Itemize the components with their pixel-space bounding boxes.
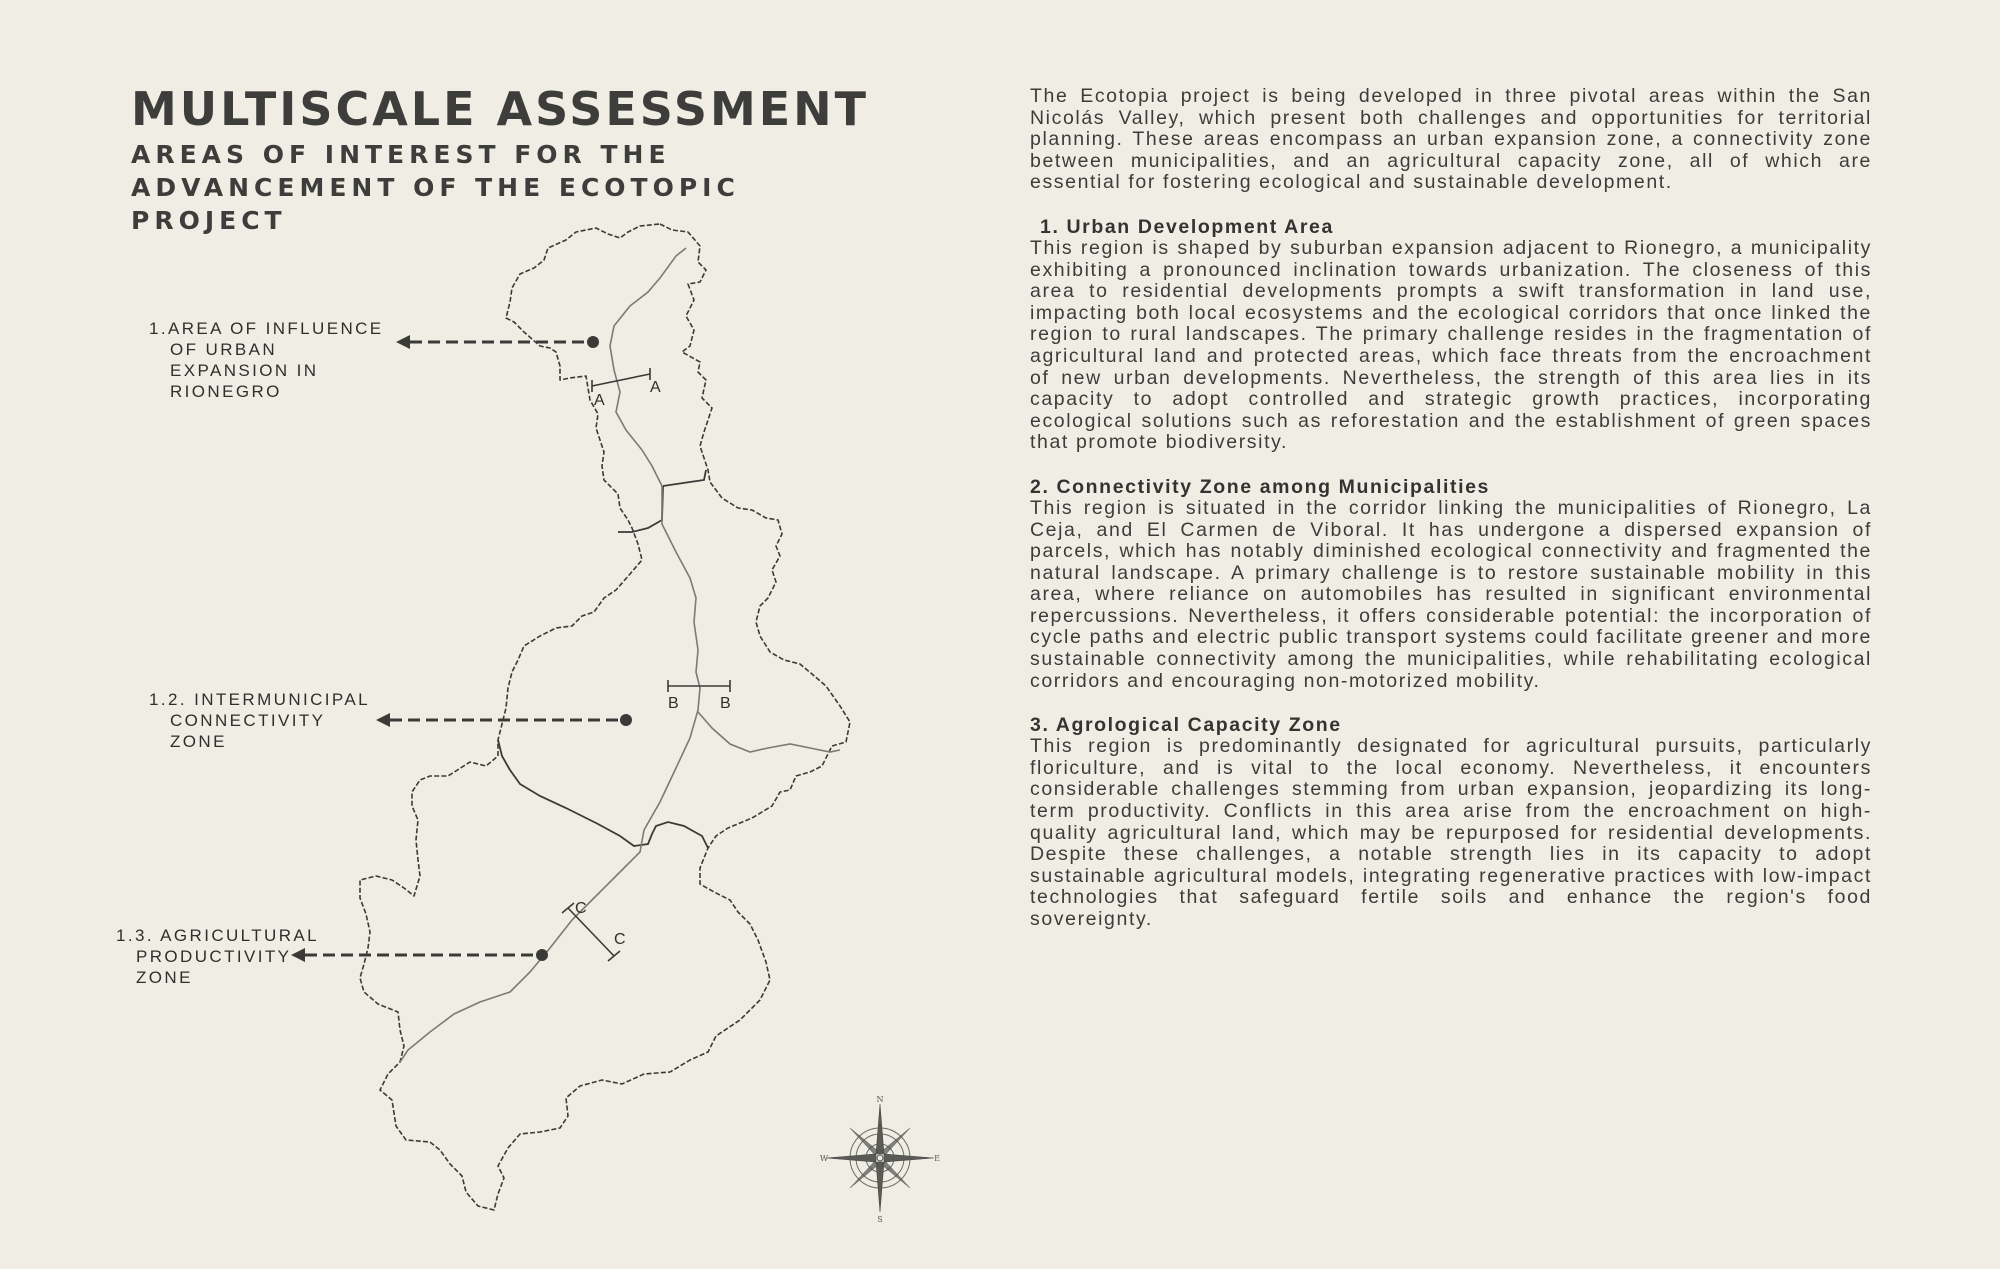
page-subtitle: AREAS OF INTEREST FOR THE ADVANCEMENT OF THE ECOTOPIC PROJECT <box>131 140 740 235</box>
arrow-dot-1 <box>587 336 599 348</box>
intro-paragraph: The Ecotopia project is being developed in three pivotal areas within the San Nicolás Valley, which present both challenges and opportunities for territorial planning. These areas encompass an urban expansion zone, a connectivity zone between municipalities, and an agricultural capacity zone, all of which are essential for fostering ecological and sustainable development. <box>1030 85 1872 194</box>
description-column <box>1030 86 1872 931</box>
section-body-urban: This region is shaped by suburban expansion adjacent to Rionegro, a municipality exhibiting a pronounced inclination towards urbanization. The closeness of this area to residential developments prompts a swift transformation in land use, impacting both local ecosystems and the ecological corridors that once linked the region to rural landscapes. The primary challenge resides in the fragmentation of agricultural land and protected areas, which face threats from the encroachment of new urban developments. Nevertheless, the strength of this area lies in its capacity to adopt controlled and strategic growth practices, incorporating ecological solutions such as reforestation and the establishment of green spaces that promote biodiversity. <box>1030 236 1872 454</box>
secondary-route <box>698 712 840 752</box>
page-title: MULTISCALE ASSESSMENT <box>131 82 870 136</box>
compass-rose-icon <box>820 1095 950 1225</box>
label-urban-expansion: 1.AREA OF INFLUENCE OF URBAN EXPANSION IN RIONEGRO <box>149 319 384 401</box>
arrow-dot-2 <box>620 714 632 726</box>
label-intermunicipal-connectivity: 1.2. INTERMUNICIPAL CONNECTIVITY ZONE <box>149 690 371 751</box>
section-heading-agrological: 3. Agrological Capacity Zone <box>1030 714 1342 737</box>
zone-divider-1 <box>663 470 706 486</box>
arrow-head-2 <box>376 713 390 727</box>
compass-e: E <box>934 1154 940 1163</box>
section-heading-connectivity: 2. Connectivity Zone among Municipalities <box>1030 475 1490 498</box>
region-boundary <box>360 224 850 1210</box>
section-body-agrological: This region is predominantly designated for agricultural pursuits, particularly floriculture, and is vital to the local economy. Nevertheless, it encounters considerable challenges stemming from urban expansion, jeopardizing its long-term productivity. Conflicts in this area arise from the encroachment on high-quality agricultural land, which may be repurposed for residential developments. Despite these challenges, a notable strength lies in its capacity to adopt sustainable agricultural models, integrating regenerative practices with low-impact technologies that safeguard fertile soils and enhance the region's food sovereignty. <box>1030 735 1872 930</box>
label-agricultural-productivity: 1.3. AGRICULTURAL PRODUCTIVITY ZONE <box>116 926 319 987</box>
section-mark-c-top: C <box>575 900 587 917</box>
compass-w: W <box>820 1154 829 1163</box>
section-body-connectivity: This region is situated in the corridor linking the municipalities of Rionegro, La Ceja, and El Carmen de Viboral. It has undergone a dispersed expansion of parcels, which has notably diminished ecological connectivity and fragmented the natural landscape. A primary challenge is to restore sustainable mobility in this area, where reliance on automobiles has resulted in significant environmental repercussions. Nevertheless, it offers considerable potential: the incorporation of cycle paths and electric public transport systems could facilitate greener and more sustainable connectivity among the municipalities, while rehabilitating ecological corridors and encouraging non-motorized mobility. <box>1030 496 1872 692</box>
section-mark-c-bottom: C <box>614 931 626 948</box>
compass-s: S <box>877 1215 883 1224</box>
zone-divider-2 <box>618 486 663 532</box>
section-mark-a-right: A <box>650 379 661 396</box>
section-mark-a-left: A <box>594 392 605 409</box>
arrow-dot-3 <box>536 949 548 961</box>
arrow-head-1 <box>396 335 410 349</box>
zone-divider-3 <box>498 740 708 848</box>
section-mark-b-right: B <box>720 695 731 712</box>
section-heading-urban: 1. Urban Development Area <box>1040 215 1334 238</box>
compass-n: N <box>876 1095 884 1104</box>
main-route <box>400 248 700 1062</box>
section-mark-b-left: B <box>668 695 679 712</box>
